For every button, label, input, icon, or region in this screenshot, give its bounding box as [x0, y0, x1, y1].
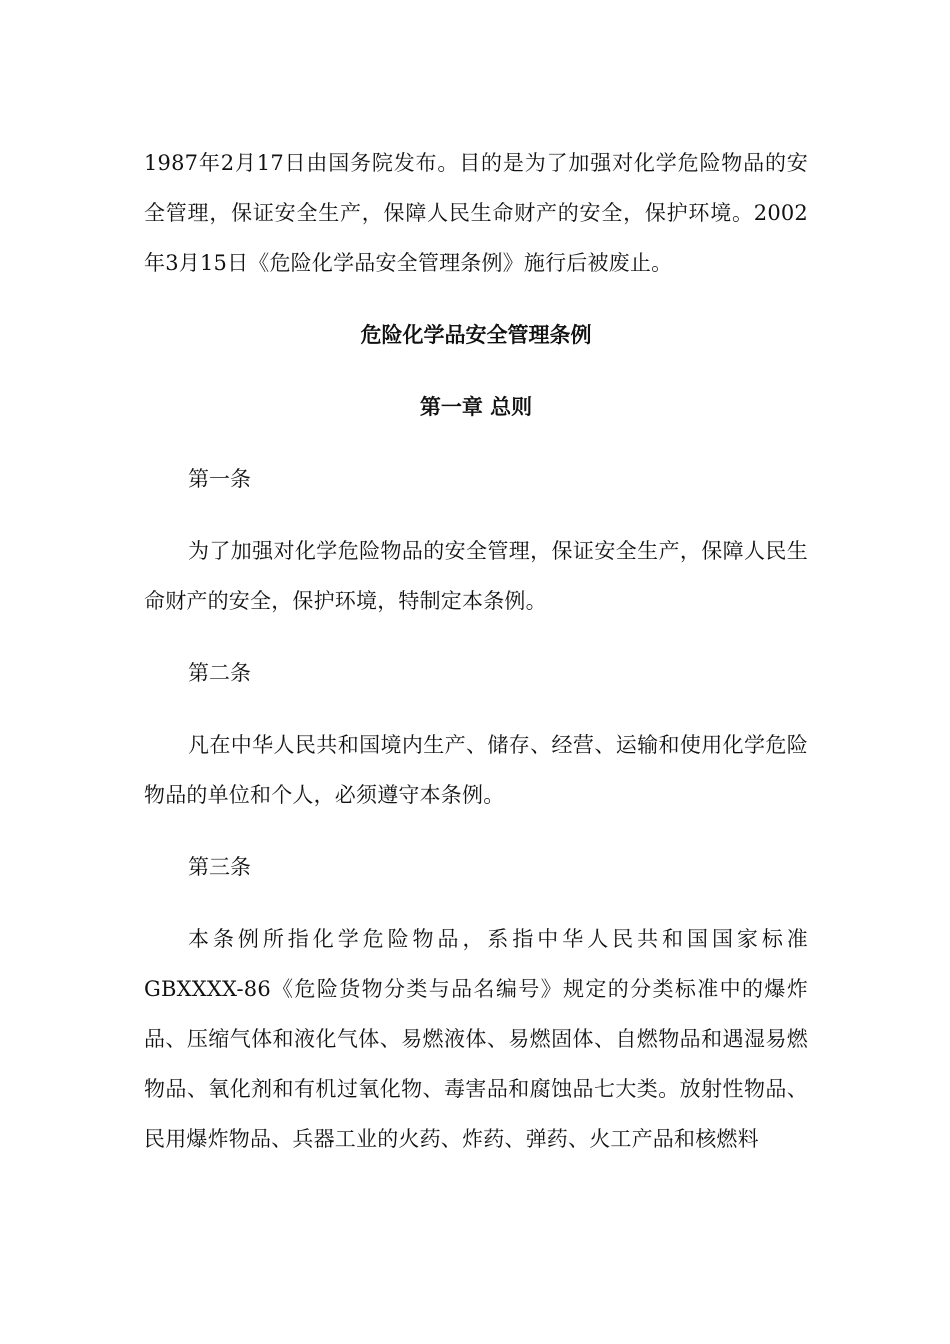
- article-2: [144, 648, 808, 820]
- article-heading: 第二条: [188, 661, 251, 685]
- article-body: 本条例所指化学危险物品，系指中华人民共和国国家标准GBXXXX-86《危险货物分类与品名编号》规定的分类标准中的爆炸品、压缩气体和液化气体、易燃液体、易燃固体、自燃物品和遇湿易燃物品、氧化剂和有机过氧化物、毒害品和腐蚀品七大类。放射性物品、民用爆炸物品、兵器工业的火药、炸药、弹药、火工产品和核燃料: [144, 927, 808, 1151]
- article-body: 凡在中华人民共和国境内生产、储存、经营、运输和使用化学危险物品的单位和个人，必须遵守本条例。: [144, 733, 808, 807]
- document-content: [144, 138, 808, 1164]
- article-1: [144, 454, 808, 626]
- intro-section: [144, 138, 808, 288]
- article-heading: 第三条: [188, 855, 251, 879]
- document-title: 危险化学品安全管理条例: [360, 323, 592, 347]
- chapter-title: 第一章 总则: [419, 395, 533, 419]
- article-body: 为了加强对化学危险物品的安全管理，保证安全生产，保障人民生命财产的安全，保护环境，特制定本条例。: [144, 539, 808, 613]
- article-heading: 第一条: [188, 467, 251, 491]
- intro-paragraph: 1987年2月17日由国务院发布。目的是为了加强对化学危险物品的安全管理，保证安全生产，保障人民生命财产的安全，保护环境。2002年3月15日《危险化学品安全管理条例》施行后被废止。: [144, 151, 808, 275]
- article-3: [144, 842, 808, 1164]
